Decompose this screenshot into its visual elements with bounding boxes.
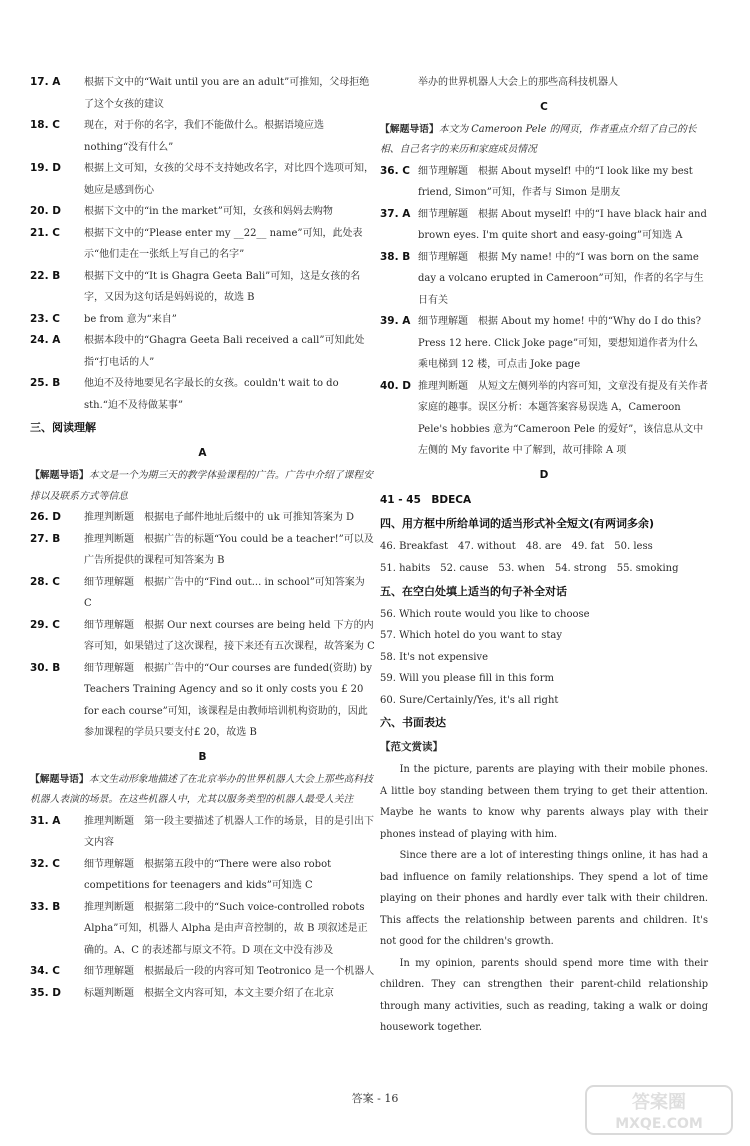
dialog-answers — [380, 604, 708, 712]
answer-number: 29. C — [30, 618, 60, 631]
answer-explanation: 推理判断题 第一段主要描述了机器人工作的场景，目的是引出下文内容 — [84, 815, 374, 848]
cloze-answer: 52. cause — [440, 562, 489, 574]
left-column — [30, 72, 375, 1004]
answer-explanation: 细节理解题 根据广告中的“Our courses are funded(资助) by Teachers Training Agency and so it only costs you £ 20 for each course”可知，该课程是由教师培训机构资助的，因此参加课程的学员只要支付£ 20，故选 B — [84, 662, 373, 738]
answers-31-35 — [30, 811, 375, 1005]
passage-a-letter: A — [198, 447, 207, 459]
answer-number: 27. B — [30, 532, 61, 545]
answer-explanation: 细节理解题 根据第五段中的“There were also robot competitions for teenagers and kids”可知选 C — [84, 858, 332, 891]
answer-number: 19. D — [30, 162, 61, 174]
continuation-text: 举办的世界机器人大会上的那些高科技机器人 — [418, 77, 618, 88]
answer-number: 18. C — [30, 119, 60, 131]
guide-tag: 【解题导语】 — [380, 123, 439, 135]
svg-text:MXQE.COM: MXQE.COM — [615, 1116, 703, 1132]
answers-17-25 — [30, 72, 375, 416]
cloze-answer: 47. without — [457, 540, 516, 552]
answer-explanation: 推理判断题 根据广告的标题“You could be a teacher!”可以及广告所提供的课程可知答案为 B — [84, 533, 374, 566]
answer-number: 36. C — [380, 164, 410, 177]
answer-number: 22. B — [30, 269, 61, 282]
right-column — [380, 72, 708, 1039]
cloze-answer: 55. smoking — [616, 562, 679, 574]
cloze-answer: 49. fat — [571, 540, 605, 552]
answer-explanation: 标题判断题 根据全文内容可知，本文主要介绍了在北京 — [84, 987, 334, 999]
passage-c-letter: C — [540, 100, 548, 113]
guide-text: 本文是一个为期三天的教学体验课程的广告。广告中介绍了课程安排以及联系方式等信息 — [30, 470, 373, 502]
answer-explanation: 根据下文中的“It is Ghagra Geeta Bali”可知，这是女孩的名字，又因为这句话是妈妈说的，故选 B — [84, 270, 361, 303]
guide-text: 本文生动形象地描述了在北京举办的世界机器人大会上那些高科技机器人表演的场景。在这些机器人中，尤其以服务类型的机器人最受人关注 — [30, 773, 373, 805]
essay-paragraph: Since there are a lot of interesting things online, it has had a bad influence on family relationships. They spend a lot of time playing on their phones and hardly ever talk with their children. This affects the relationship between parents and children. It's not good for the children's growth. — [380, 850, 708, 947]
guide-tag: 【解题导语】 — [30, 470, 89, 481]
cloze-answer: 46. Breakfast — [380, 540, 448, 552]
answer-number: 23. C — [30, 312, 60, 325]
answer-item — [30, 529, 375, 572]
answer-number: 39. A — [380, 315, 411, 327]
answers-26-30 — [30, 507, 375, 744]
svg-text:答案圈: 答案圈 — [632, 1092, 686, 1113]
cloze-row-2 — [380, 558, 708, 580]
answer-item — [30, 201, 375, 223]
model-essay — [380, 759, 708, 1039]
answer-number: 24. A — [30, 334, 61, 346]
answer-item — [30, 572, 375, 615]
cloze-answer: 53. when — [498, 562, 545, 574]
answer-explanation: be from 意为“来自” — [84, 313, 177, 325]
answer-number: 37. A — [380, 207, 411, 220]
page-footer: 答案 - 16 — [351, 1092, 399, 1105]
answer-explanation: 细节理解题 根据 Our next courses are being held 下方的内容可知，如果错过了这次课程，接下来还有五次课程，故答案为 C — [84, 619, 375, 652]
answer-item — [30, 811, 375, 854]
answer-number: 28. C — [30, 575, 60, 588]
answer-explanation: 推理判断题 从短文左侧列举的内容可知，文章没有提及有关作者家庭的趣事。误区分析：本题答案容易误选 A，Cameroon Pele's hobbies 意为“Cameroon Pele 的爱好”，该信息从文中左侧的 My favorite 中了解到，故可排除 A 项 — [418, 380, 708, 456]
answer-number: 33. B — [30, 900, 61, 913]
answer-item — [30, 373, 375, 416]
answer-explanation: 根据下文中的“Wait until you are an adult”可推知，父母拒绝了这个女孩的建议 — [84, 77, 370, 110]
answer-item — [30, 223, 375, 266]
answer-explanation: 细节理解题 根据 My name! 中的“I was born on the same day a volcano erupted in Cameroon”可知，作者的名字与生日有关 — [418, 251, 704, 306]
answer-item — [380, 247, 708, 312]
answer-explanation: 推理判断题 根据第二段中的“Such voice-controlled robots Alpha”可知，机器人 Alpha 是由声音控制的，故 B 项叙述是正确的。A、C 的表述都与原文不符。D 项在文中没有涉及 — [84, 901, 368, 956]
answer-number: 21. C — [30, 226, 60, 239]
guide-tag: 【解题导语】 — [30, 773, 89, 785]
answer-explanation: 细节理解题 根据最后一段的内容可知 Teotronico 是一个机器人 — [84, 966, 375, 977]
answer-explanation: 根据下文中的“in the market”可知，女孩和妈妈去购物 — [84, 206, 333, 217]
answer-explanation: 细节理解题 根据广告中的“Find out... in school”可知答案为 C — [84, 576, 365, 609]
cloze-row-1 — [380, 536, 708, 558]
answer-explanation: 细节理解题 根据 About my home! 中的“Why do I do this? Press 12 here. Click Joke page”可知，要想知道作者为什么乘电梯到 12 楼，可点击 Joke page — [418, 316, 701, 370]
passage-d-letter: D — [539, 468, 549, 481]
section-6-title: 六、书面表达 — [380, 716, 446, 729]
answer-item — [30, 897, 375, 962]
answer-number: 31. A — [30, 814, 61, 827]
section-4-title: 四、用方框中所给单词的适当形式补全短文(有两词多余) — [380, 516, 655, 530]
answer-number: 32. C — [30, 857, 60, 870]
answer-item — [380, 204, 708, 247]
answer-item — [30, 658, 375, 744]
answers-41-45: 41 - 45 BDECA — [380, 493, 472, 506]
answer-number: 38. B — [380, 250, 411, 263]
answer-explanation: 推理判断题 根据电子邮件地址后缀中的 uk 可推知答案为 D — [84, 512, 355, 523]
answer-explanation: 现在，对于你的名字，我们不能做什么。根据语境应选 nothing“没有什么” — [84, 120, 324, 153]
answer-item — [30, 507, 375, 529]
answer-item — [30, 615, 375, 658]
answer-item — [30, 983, 375, 1005]
section-3-title: 三、阅读理解 — [30, 421, 96, 434]
answer-item — [380, 161, 708, 204]
answer-item — [30, 309, 375, 331]
essay-paragraph: In the picture, parents are playing with their mobile phones. A little boy standing between them trying to get their attention. Maybe he wants to know why parents always play with their phones instead of playing with him. — [380, 764, 708, 840]
cloze-answer: 54. strong — [554, 562, 607, 574]
answer-explanation: 细节理解题 根据 About myself! 中的“I have black hair and brown eyes. I'm quite short and easy-going”可知选 A — [418, 208, 707, 241]
guide-text: 本文为 Cameroon Pele 的网页，作者重点介绍了自己的长相、自己名字的来历和家庭成员情况 — [380, 123, 697, 155]
guide-b — [30, 770, 375, 811]
answer-item — [30, 158, 375, 201]
answer-number: 34. C — [30, 965, 60, 977]
cloze-answer: 51. habits — [380, 562, 431, 574]
essay-paragraph: In my opinion, parents should spend more time with their children. They can strengthen their parent-child relationship through many activities, such as reading, taking a walk or doing housework together. — [380, 957, 708, 1033]
answer-number: 35. D — [30, 986, 61, 999]
watermark-logo — [584, 1082, 734, 1138]
answer-explanation: 根据下文中的“Please enter my __22__ name”可知，此处表示“他们走在一张纸上写自己的名字” — [84, 227, 363, 260]
cloze-answer: 50. less — [614, 540, 653, 552]
answer-item — [30, 961, 375, 983]
answers-36-40 — [380, 161, 708, 462]
answer-number: 30. B — [30, 661, 61, 674]
answer-item — [30, 266, 375, 309]
answer-item — [30, 115, 375, 158]
cloze-answer: 48. are — [525, 540, 562, 552]
dialog-answer: 56. Which route would you like to choose — [380, 608, 590, 620]
passage-b-letter: B — [198, 750, 207, 763]
answer-item — [380, 311, 708, 376]
answer-item — [30, 854, 375, 897]
answer-explanation: 细节理解题 根据 About myself! 中的“I look like my best friend, Simon”可知，作者与 Simon 是朋友 — [418, 165, 693, 198]
model-essay-tag: 【范文赏读】 — [380, 741, 443, 753]
answer-explanation: 根据本段中的“Ghagra Geeta Bali received a call”可知此处指“打电话的人” — [84, 335, 365, 368]
dialog-answer: 60. Sure/Certainly/Yes, it's all right — [380, 694, 559, 706]
answer-item — [30, 72, 375, 115]
answer-explanation: 他迫不及待地要见名字最长的女孩。couldn't wait to do sth.“迫不及待做某事” — [84, 378, 339, 411]
dialog-answer: 57. Which hotel do you want to stay — [380, 630, 563, 641]
guide-a — [30, 466, 375, 507]
guide-c — [380, 120, 708, 161]
section-5-title: 五、在空白处填上适当的句子补全对话 — [380, 584, 567, 598]
answer-number: 25. B — [30, 377, 61, 389]
answer-item — [30, 330, 375, 373]
answer-explanation: 根据上文可知，女孩的父母不支持她改名字，对比四个选项可知，她应是感到伤心 — [84, 163, 374, 196]
answer-number: 20. D — [30, 205, 61, 217]
answer-item — [380, 376, 708, 462]
answer-number: 40. D — [380, 379, 411, 392]
dialog-answer: 58. It's not expensive — [380, 651, 488, 663]
answer-number: 26. D — [30, 511, 61, 523]
answer-number: 17. A — [30, 76, 61, 88]
dialog-answer: 59. Will you please fill in this form — [380, 673, 554, 684]
